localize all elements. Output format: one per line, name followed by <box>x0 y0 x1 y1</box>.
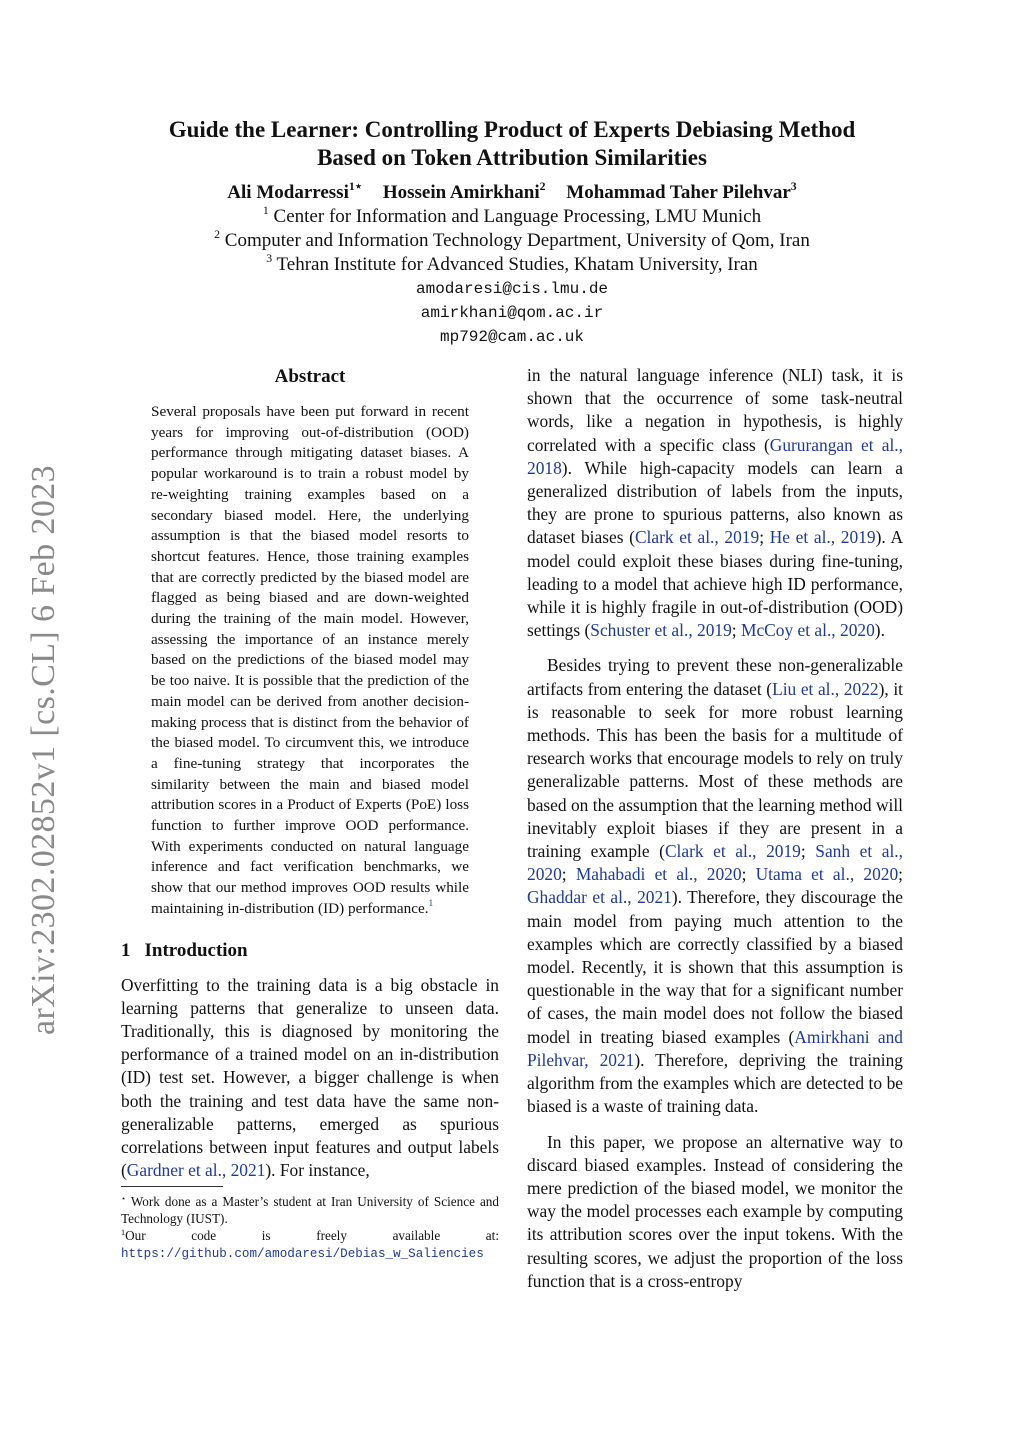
footnote-divider <box>121 1186 223 1187</box>
intro-paragraph-1: Overfitting to the training data is a big obstacle in learning patterns that generalize to unseen data. Traditionally, this is diagnosed by monitoring the performance of a trained model on an in-distribution (ID) test set. However, a bigger challenge is when both the training and test data have the same non-generalizable patterns, emerged as spurious correlations between input features and output labels (Gardner et al., 2021). For instance, <box>121 974 499 1181</box>
arxiv-sidebar <box>22 460 66 1040</box>
code-repo-link[interactable]: https://github.com/amodaresi/Debias_w_Saliencies <box>121 1247 484 1262</box>
author-3: Mohammad Taher Pilehvar$^3$ <box>566 180 797 203</box>
right-paragraph-3: In this paper, we propose an alternative way to discard biased examples. Instead of considering the mere prediction of the biased model, we monitor the way the model processes each example by computing its attribution scores over the input tokens. With the resulting scores, we adjust the proportion of the loss function that is a cross-entropy <box>527 1131 903 1291</box>
citation-liu-2022[interactable]: Liu et al., 2022 <box>772 678 879 699</box>
abstract-body: Several proposals have been put forward in recent years for improving out-of-distribution (OOD) performance through mitigating dataset biases. A popular workaround is to train a robust model by re-weighting training examples based on a secondary biased model. Here, the underlying assumption is that the biased model resorts to shortcut features. Hence, those training examples that are correctly predicted by the biased model are flagged as being biased and are down-weighted during the training of the main model. However, assessing the importance of an instance merely based on the predictions of the biased model may be too naive. It is possible that the prediction of the main model can be derived from another decision-making process that is distinct from the behavior of the biased model. To circumvent this, we introduce a fine-tuning strategy that incorporates the similarity between the main and biased model attribution scores in a Product of Experts (PoE) loss function to further improve OOD performance. With experiments conducted on natural language inference and fact verification benchmarks, we show that our method improves OOD results while maintaining in-distribution (ID) performance.$^1$ <box>151 403 469 917</box>
title-block <box>100 116 924 349</box>
abstract-heading: Abstract <box>274 366 346 387</box>
citation-ghaddar-2021[interactable]: Ghaddar et al., 2021 <box>527 887 672 908</box>
left-column <box>121 364 499 1263</box>
right-paragraph-1: in the natural language inference (NLI) task, it is shown that the occurrence of some task-neutral words, like a negation in hypothesis, is highly correlated with a specific class (Gururangan et al., 2018). While high-capacity models can learn a generalized distribution of labels from the inputs, they are prone to spurious patterns, also known as dataset biases (Clark et al., 2019; He et al., 2019). A model could exploit these biases during fine-tuning, leading to a model that achieve high ID performance, while it is highly fragile in out-of-distribution (OOD) settings (Schuster et al., 2019; McCoy et al., 2020). <box>527 365 904 641</box>
affiliation-3: $^3$ Tehran Institute for Advanced Studies, Khatam University, Iran <box>266 252 758 275</box>
citation-schuster-2019[interactable]: Schuster et al., 2019 <box>590 620 732 641</box>
author-list <box>100 181 924 205</box>
abstract-footnote-link[interactable]: 1 <box>428 899 434 910</box>
title-line-2: Based on Token Attribution Similarities <box>317 145 707 170</box>
email-1: amodaresi@cis.lmu.de <box>415 280 609 298</box>
intro-heading: 1 Introduction <box>121 939 248 961</box>
citation-mccoy-2020[interactable]: McCoy et al., 2020 <box>740 620 875 641</box>
citation-clark-2019[interactable]: Clark et al., 2019 <box>634 527 760 548</box>
citation-gardner-2021[interactable]: Gardner et al., 2021 <box>126 1160 266 1181</box>
affiliation-1: $^1$ Center for Information and Language Processing, LMU Munich <box>262 204 762 227</box>
author-2: Hossein Amirkhani$^2$ <box>382 180 546 203</box>
citation-sanh-2020[interactable]: Sanh et al., 2020 <box>527 841 903 885</box>
citation-gururangan-2018[interactable]: Gururangan et al., 2018 <box>527 434 903 478</box>
citation-he-2019[interactable]: He et al., 2019 <box>769 527 876 548</box>
citation-utama-2020[interactable]: Utama et al., 2020 <box>755 864 899 885</box>
affiliation-2: $^2$ Computer and Information Technology Department, University of Qom, Iran <box>214 228 810 251</box>
citation-clark-2019-b[interactable]: Clark et al., 2019 <box>664 841 801 862</box>
title-line-1: Guide the Learner: Controlling Product of Experts Debiasing Method <box>168 117 856 142</box>
paper-title <box>100 116 924 172</box>
right-paragraph-2: Besides trying to prevent these non-generalizable artifacts from entering the dataset (Liu et al., 2022), it is reasonable to seek for more robust learning methods. This has been the basis for a multitude of research works that encourage models to rely on truly generalizable patterns. Most of these methods are based on the assumption that the learning method will inevitably exploit biases if they are present in a training example (Clark et al., 2019; Sanh et al., 2020; Mahabadi et al., 2020; Utama et al., 2020; Ghaddar et al., 2021). Therefore, they discourage the main model from paying much attention to the examples which are correctly classified by a biased model. Recently, it is shown that this assumption is questionable in the way that for a significant number of cases, the main model does not follow the biased model in treating biased examples (Amirkhani and Pilehvar, 2021). Therefore, depriving the training algorithm from the examples which are detected to be biased is a waste of training data. <box>527 655 903 1117</box>
email-2: amirkhani@qom.ac.ir <box>420 304 604 322</box>
email-3: mp792@cam.ac.uk <box>439 328 585 346</box>
right-column <box>527 364 903 1293</box>
citation-mahabadi-2020[interactable]: Mahabadi et al., 2020 <box>575 864 742 885</box>
citation-amirkhani-2021[interactable]: Amirkhani and Pilehvar, 2021 <box>527 1026 903 1070</box>
footnote-1: $^1$Our code is freely available at: https://github.com/amodaresi/Debias_w_Saliencies <box>121 1227 499 1262</box>
footnote-star: ⋆ Work done as a Master’s student at Iran University of Science and Technology (IUST). <box>121 1193 499 1227</box>
arxiv-id: arXiv:2302.02852v1 [cs.CL] 6 Feb 2023 <box>25 464 62 1036</box>
author-1: Ali Modarressi$^{1⋆}$ <box>227 180 363 203</box>
